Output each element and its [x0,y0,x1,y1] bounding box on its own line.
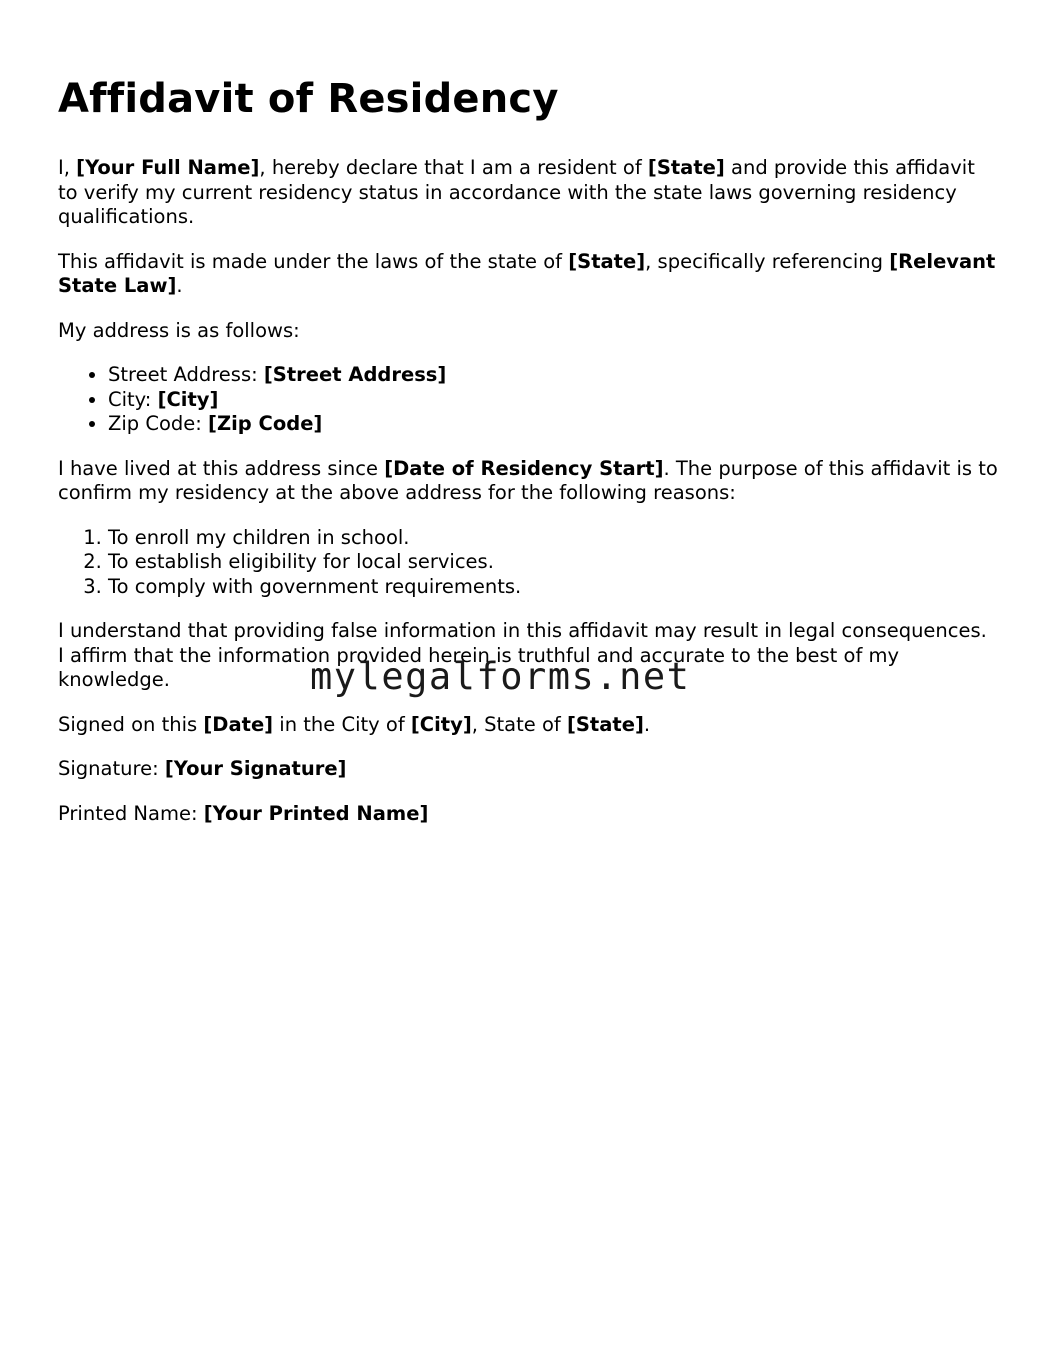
document-page [58,70,998,846]
text: in the City of [273,712,411,736]
text: I understand that providing false information in this affidavit may result in legal consequences. I affirm that the information provided herein is truthful and accurate to the best of my knowledge. [58,619,987,691]
state-placeholder: [State] [566,712,644,736]
text: Printed Name: [58,801,204,825]
date-placeholder: [Date] [203,712,274,736]
text: This affidavit is made under the laws of the state of [58,249,569,273]
text: . The purpose of this affidavit is to confirm my residency at the above address for the following reasons: [58,456,998,504]
signature-line [58,757,998,782]
text: . [643,712,651,736]
list-item: 2. To establish eligibility for local services. [108,550,998,575]
city-placeholder: [City] [410,712,472,736]
law-paragraph [58,250,998,299]
text: I, [58,156,77,179]
document-title: Affidavit of Residency [58,76,559,122]
zip-placeholder: [Zip Code] [208,412,323,435]
text: . [176,274,183,297]
list-item-street [108,363,998,388]
list-item: 1. To enroll my children in school. [108,526,998,551]
state-law-placeholder: [Relevant State Law] [58,249,996,297]
text: , State of [471,712,567,736]
declaration-paragraph [58,156,998,230]
list-item-zip [108,412,998,437]
text: , hereby declare that I am a resident of [259,156,648,179]
address-list [58,363,998,437]
item-label: Street Address: [108,363,264,386]
printed-name-placeholder: [Your Printed Name] [203,801,429,825]
item-label: Zip Code: [108,412,209,435]
city-placeholder: [City] [157,387,219,411]
text: My address is as follows: [58,318,300,342]
list-item-city [108,388,998,413]
reasons-list [58,526,998,600]
text: Signature: [58,757,165,780]
text: and provide this affidavit to verify my current residency status in accordance with the state laws governing residency qualifications. [58,156,975,228]
full-name-placeholder: [Your Full Name] [76,156,260,179]
signed-paragraph [58,713,998,738]
residency-date-placeholder: [Date of Residency Start] [384,456,664,480]
printed-name-line [58,802,998,827]
text: I have lived at this address since [58,456,385,480]
state-placeholder: [State] [568,249,646,273]
watermark: mylegalforms.net [310,655,691,698]
state-placeholder: [State] [647,156,725,179]
list-item: 3. To comply with government requirements. [108,575,998,600]
street-placeholder: [Street Address] [263,363,447,386]
text: Signed on this [58,712,204,736]
residency-paragraph [58,457,998,506]
address-intro-paragraph [58,319,998,344]
text: , specifically referencing [645,249,890,273]
signature-placeholder: [Your Signature] [164,757,347,780]
item-label: City: [108,387,158,411]
